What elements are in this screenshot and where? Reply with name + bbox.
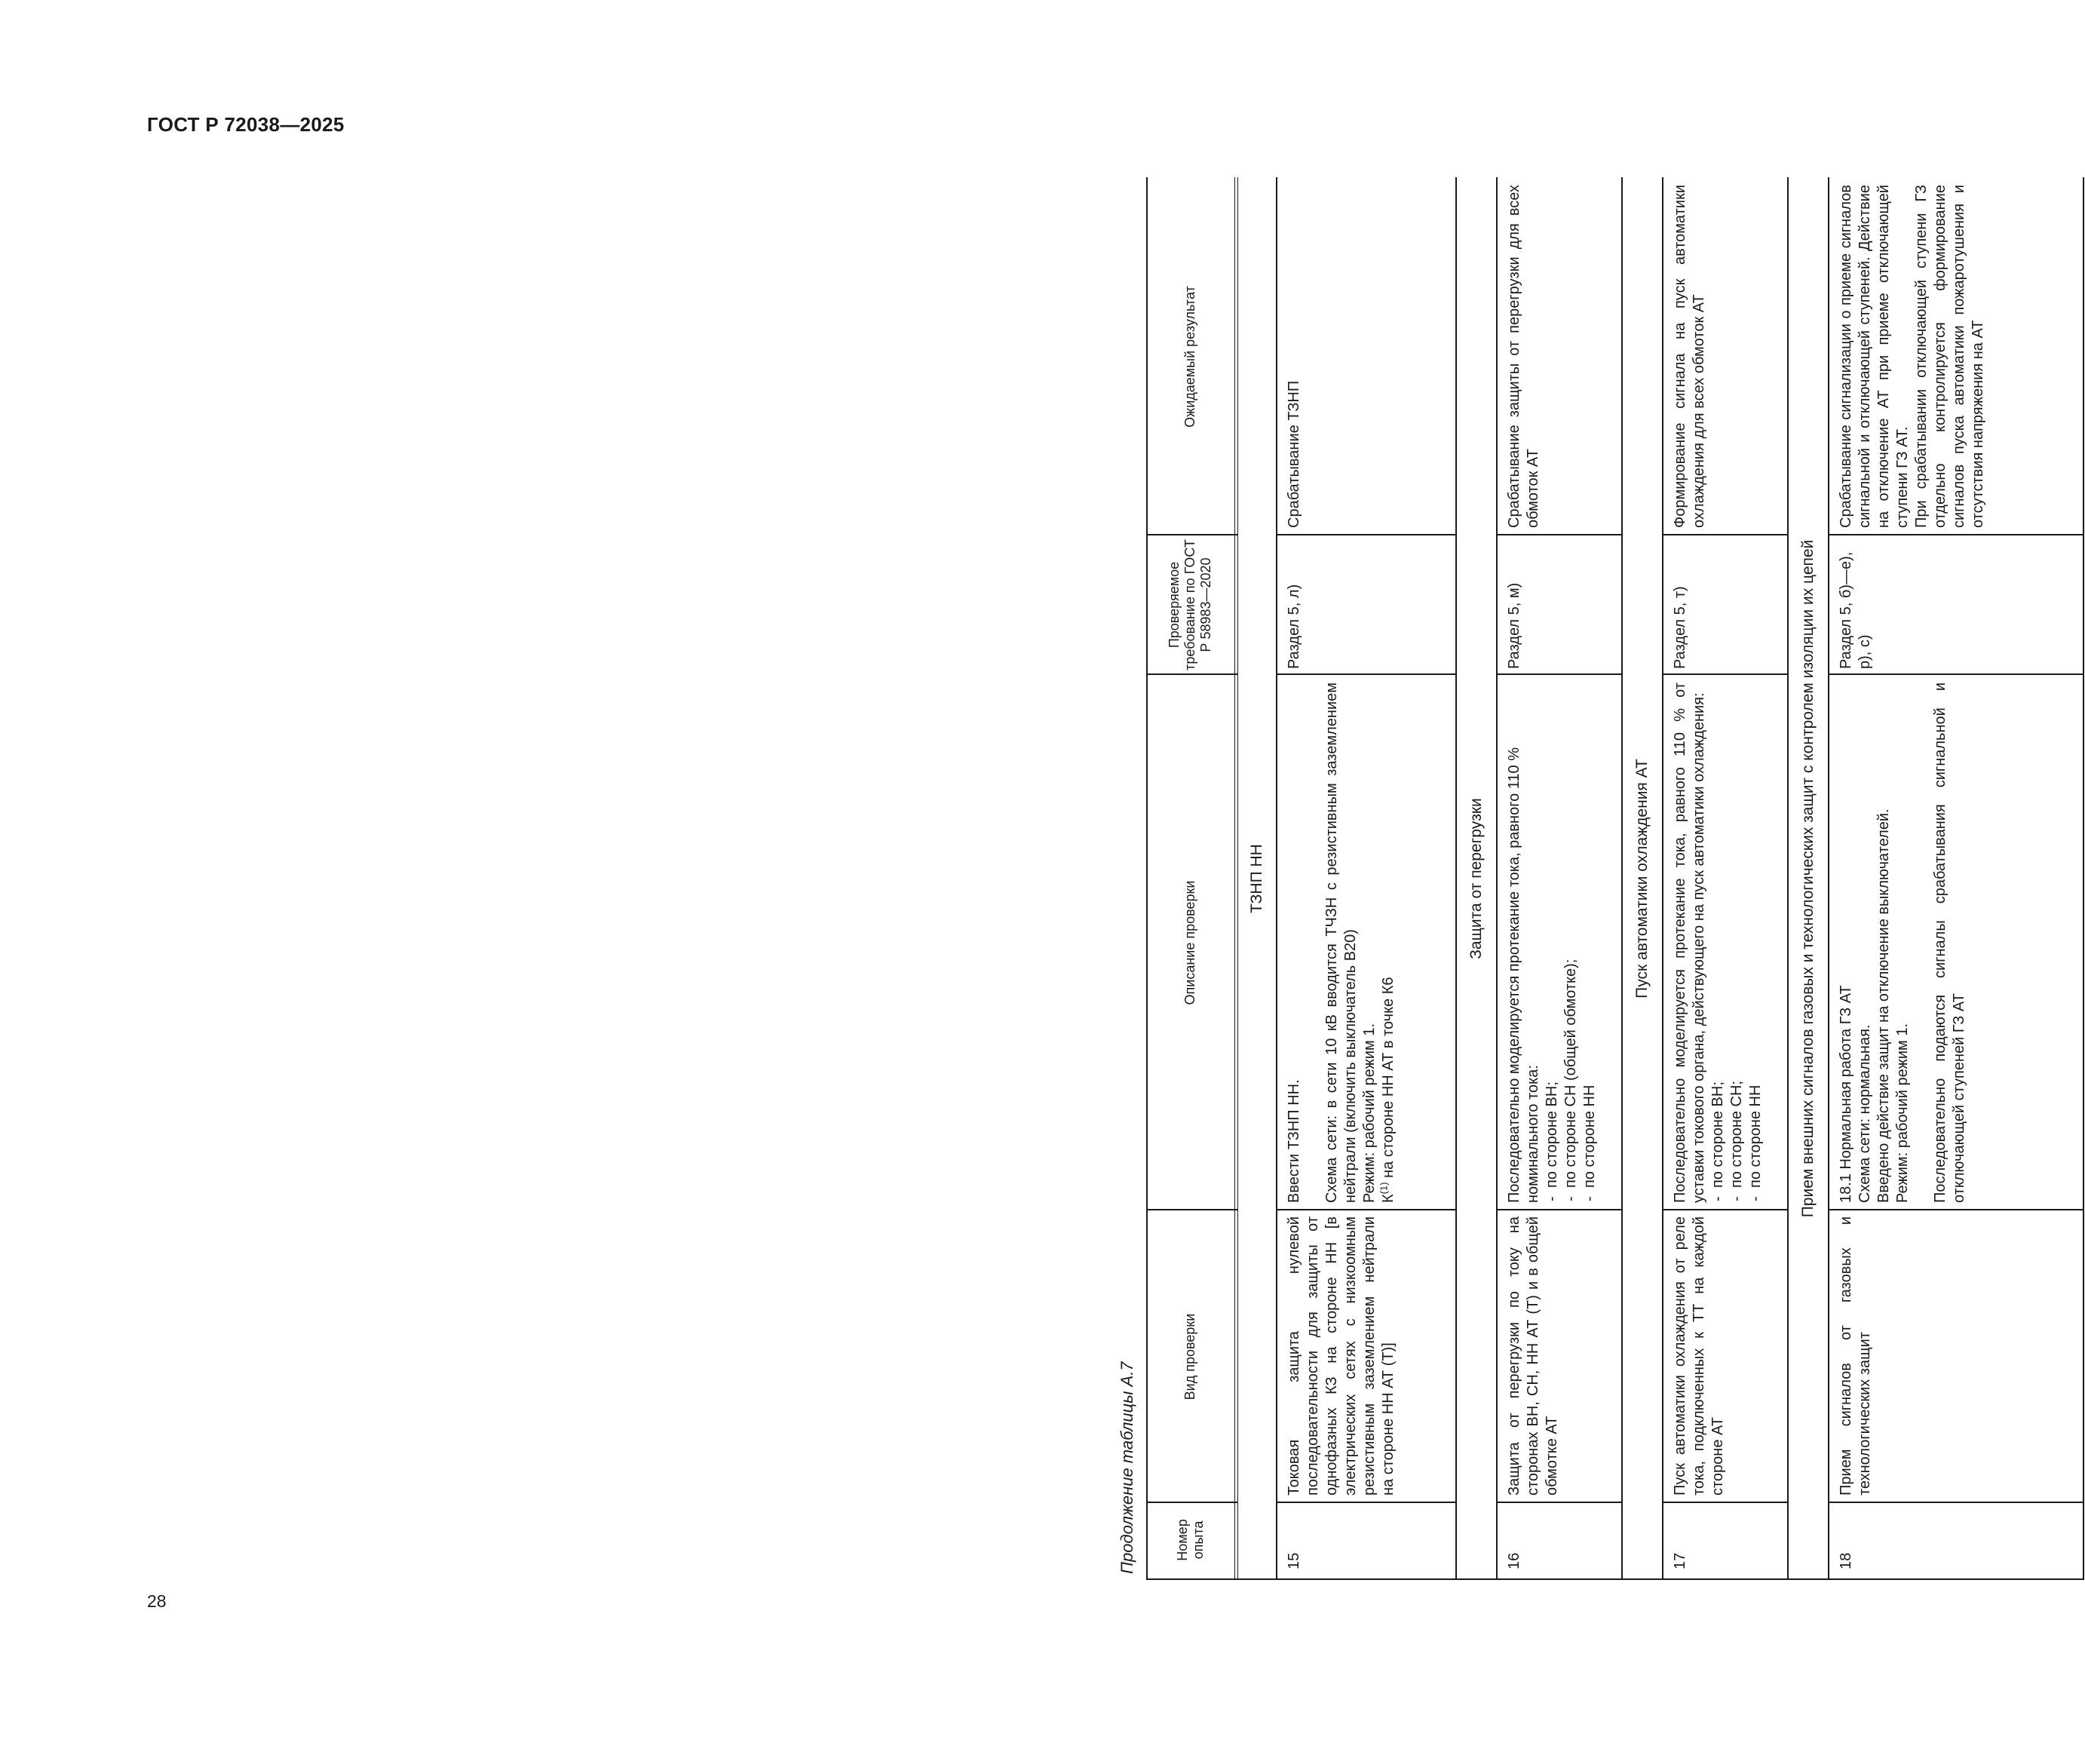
- column-rule: [1276, 1209, 1455, 1210]
- row-18-desc-line4: Режим: рабочий режим 1.: [1894, 1023, 1911, 1203]
- row-15-desc-line4-post: на стороне НН АТ в точке К6: [1380, 977, 1397, 1183]
- document-code: ГОСТ Р 72038—2025: [147, 113, 345, 136]
- row-15-num: 15: [1286, 1552, 1302, 1569]
- section-title: Пуск автоматики охлаждения АТ: [1633, 759, 1651, 999]
- row-18-result-part1: Срабатывание сигнализации о приеме сигналов сигнальной и отключающей ступеней. Действие на отключение АТ при приеме отключающей ступени ГЗ АТ.: [1838, 185, 1911, 528]
- column-rule: [1828, 534, 2084, 535]
- row-18-desc-line5: Последовательно подаются сигналы срабатывания сигнальной и отключающей ступеней ГЗ АТ: [1932, 683, 1967, 1203]
- row-16-desc-item: - по стороне ВН;: [1543, 683, 1562, 1203]
- column-rule: [1146, 1209, 1238, 1210]
- column-rule: [1828, 673, 2084, 675]
- column-rule: [1146, 534, 1238, 535]
- row-18-type: Прием сигналов от газовых и технологических защит: [1838, 1216, 1873, 1496]
- column-rule: [1146, 673, 1238, 675]
- header-result: Ожидаемый результат: [1182, 286, 1197, 428]
- row-18-num: 18: [1838, 1552, 1854, 1569]
- header-req: Проверяемое требование по ГОСТ Р 58983—2020: [1167, 539, 1213, 670]
- column-rule: [1662, 673, 1787, 675]
- row-18-desc: [1837, 683, 1969, 1203]
- row-16-req: Раздел 5, м): [1506, 582, 1522, 669]
- row-17-desc-text: Последовательно моделируется протекание тока, равного 110 % от уставки токового органа, действующего на пуск автоматики охлаждения:: [1672, 683, 1707, 1203]
- rotated-table-container: [1118, 177, 2056, 1580]
- column-rule: [1276, 673, 1455, 675]
- row-18-desc-line2: Схема сети: нормальная.: [1857, 1024, 1873, 1203]
- table-rule: [1496, 177, 1498, 1580]
- column-rule: [1662, 1209, 1787, 1210]
- row-16-type: Защита от перегрузки по току на сторонах ВН, СН, НН АТ (Т) и в общей обмотке АТ: [1506, 1216, 1560, 1496]
- section-title: ТЗНП НН: [1248, 844, 1265, 913]
- row-17-num: 17: [1672, 1552, 1688, 1569]
- row-17-result: Формирование сигнала на пуск автоматики охлаждения для всех обмоток АТ: [1672, 185, 1707, 528]
- column-rule: [1662, 534, 1787, 535]
- row-18-result-part2: При срабатывании отключающей ступени ГЗ отдельно контролируется формирование сигналов пуска автоматики пожаротушения и отсутствия напряжения на АТ: [1913, 185, 1986, 528]
- table-rule: [2083, 177, 2084, 1580]
- row-15-type: Токовая защита нулевой последовательности для защиты от однофазных КЗ на стороне НН [в электрических сетях с низкоомным резистивным заземлением нейтрали на стороне НН АТ (Т)]: [1286, 1216, 1397, 1496]
- row-15-desc: [1285, 683, 1398, 1203]
- header-type: Вид проверки: [1182, 1313, 1197, 1400]
- row-15-req: Раздел 5, л): [1286, 584, 1302, 669]
- row-17-type: Пуск автоматики охлаждения от реле тока, подключенных к ТТ на каждой стороне АТ: [1672, 1216, 1726, 1496]
- row-17-desc-item: - по стороне НН: [1746, 683, 1765, 1203]
- header-desc: Описание проверки: [1182, 880, 1197, 1005]
- column-rule: [1276, 534, 1455, 535]
- table-rule: [1234, 177, 1235, 1580]
- column-rule: [1662, 1502, 1787, 1503]
- row-16-num: 16: [1506, 1552, 1522, 1569]
- column-rule: [1828, 1502, 2084, 1503]
- row-18-req: Раздел 5, б)—е), р), с): [1838, 551, 1873, 669]
- column-rule: [1496, 534, 1621, 535]
- table-rule: [1276, 177, 1277, 1580]
- table-caption: Продолжение таблицы А.7: [1118, 1361, 1136, 1574]
- column-rule: [1828, 1209, 2084, 1210]
- row-15-desc-line2: Схема сети: в сети 10 кВ вводится ТЧЗН с резистивным заземлением нейтрали (включить выключатель В20): [1323, 683, 1359, 1203]
- column-rule: [1496, 1209, 1621, 1210]
- table-rule: [1828, 177, 1829, 1580]
- row-16-desc-item: - по стороне СН (общей обмотке);: [1562, 683, 1581, 1203]
- row-15-desc-line4: [1379, 683, 1398, 1203]
- row-15-desc-line3: Режим: рабочий режим 1.: [1361, 1023, 1378, 1203]
- row-17-desc: [1671, 683, 1765, 1203]
- row-16-desc-text: Последовательно моделируется протекание тока, равного 110 % номинального тока:: [1506, 747, 1541, 1203]
- table-a7: [1146, 177, 2085, 1580]
- row-18-desc-line1: 18.1 Нормальная работа ГЗ АТ: [1838, 985, 1854, 1203]
- table-border-left: [1146, 1578, 2084, 1580]
- row-16-desc: [1505, 683, 1599, 1203]
- row-17-req: Раздел 5, т): [1672, 586, 1688, 669]
- page-number: 28: [147, 1591, 167, 1611]
- column-rule: [1276, 1502, 1455, 1503]
- row-17-desc-item: - по стороне ВН;: [1709, 683, 1728, 1203]
- section-title: Прием внешних сигналов газовых и технологических защит с контролем изоляции их цепей: [1799, 539, 1817, 1218]
- row-15-desc-line1: Ввести ТЗНП НН.: [1286, 1079, 1302, 1203]
- column-rule: [1496, 1502, 1621, 1503]
- row-17-desc-item: - по стороне СН;: [1728, 683, 1746, 1203]
- section-title: Защита от перегрузки: [1467, 798, 1485, 959]
- row-15-desc-line4-pre: К: [1380, 1194, 1397, 1203]
- row-18-desc-line3: Введено действие защит на отключение выключателей.: [1875, 808, 1892, 1203]
- row-15-desc-line4-sup: (1): [1378, 1182, 1390, 1195]
- row-18-result: [1837, 185, 1988, 528]
- header-num: Номер опыта: [1174, 1519, 1206, 1561]
- table-rule: [1662, 177, 1663, 1580]
- row-16-desc-item: - по стороне НН: [1581, 683, 1599, 1203]
- column-rule: [1146, 1502, 1238, 1503]
- column-rule: [1496, 673, 1621, 675]
- row-15-result: Срабатывание ТЗНП: [1286, 380, 1302, 528]
- row-16-result: Срабатывание защиты от перегрузки для всех обмоток АТ: [1506, 185, 1541, 528]
